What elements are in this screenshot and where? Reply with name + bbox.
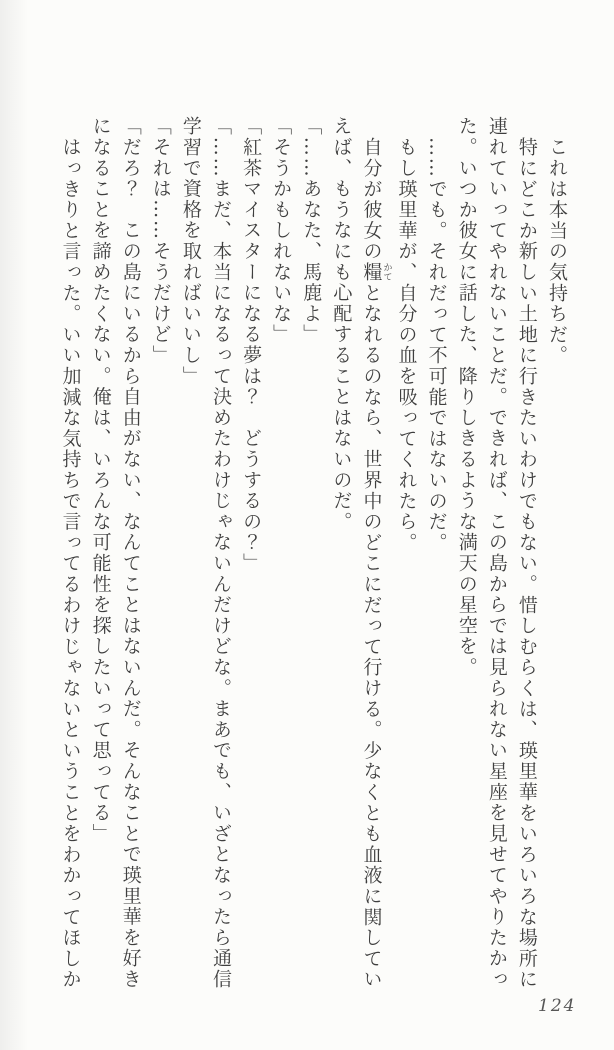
text-line: 自分が彼女の糧 かてとなれるのなら、世界中のどこにだって行ける。少なくとも血液に関してい [360,137,392,990]
vertical-text-block [56,116,572,996]
text-line: えば、もうなにも心配することはないのだ。 [330,116,353,532]
text-line: 連れていってやれないことだ。できれば、この島からでは見られない星座を見せてやりたかっ [485,116,508,990]
text-line: 「そうかもしれないな」 [270,116,293,345]
text-line: はっきりと言った。いい加減な気持ちで言ってるわけじゃないということをわかってほしか [59,137,82,990]
text-line: ……でも。それだって不可能ではないのだ。 [425,137,448,553]
text-line: 学習で資格を取ればいいし」 [179,116,202,387]
text-line: これは本当の気持ちだ。 [546,137,568,366]
page-gutter-shadow [0,0,28,1050]
text-line: 「……あなた、馬鹿よ」 [300,116,323,345]
furigana-annotated-word: 糧 かて [360,261,392,283]
text-line: 「だろ？ この島にいるから自由がない、なんてことはないんだ。そんなことで瑛里華を好き [119,116,142,990]
text-line: 特にどこか新しい土地に行きたいわけでもない。惜しむらくは、瑛里華をいろいろな場所に [515,137,538,990]
text-line: た。いつか彼女に話した、降りしきるような満天の星空を。 [455,116,478,678]
text-line: 「……まだ、本当になるって決めたわけじゃないんだけどな。まあでも、いざとなったら通信 [209,116,232,990]
page-number: 124 [538,996,577,1016]
text-line: 「紅茶マイスターになる夢は？ どうするの？」 [240,116,263,574]
text-line: 「それは……そうだけど」 [149,116,172,366]
text-line: もし瑛里華が、自分の血を吸ってくれたら。 [395,137,418,553]
text-line: になることを諦めたくない。俺は、いろんな可能性を探したいって思ってる」 [89,116,112,844]
